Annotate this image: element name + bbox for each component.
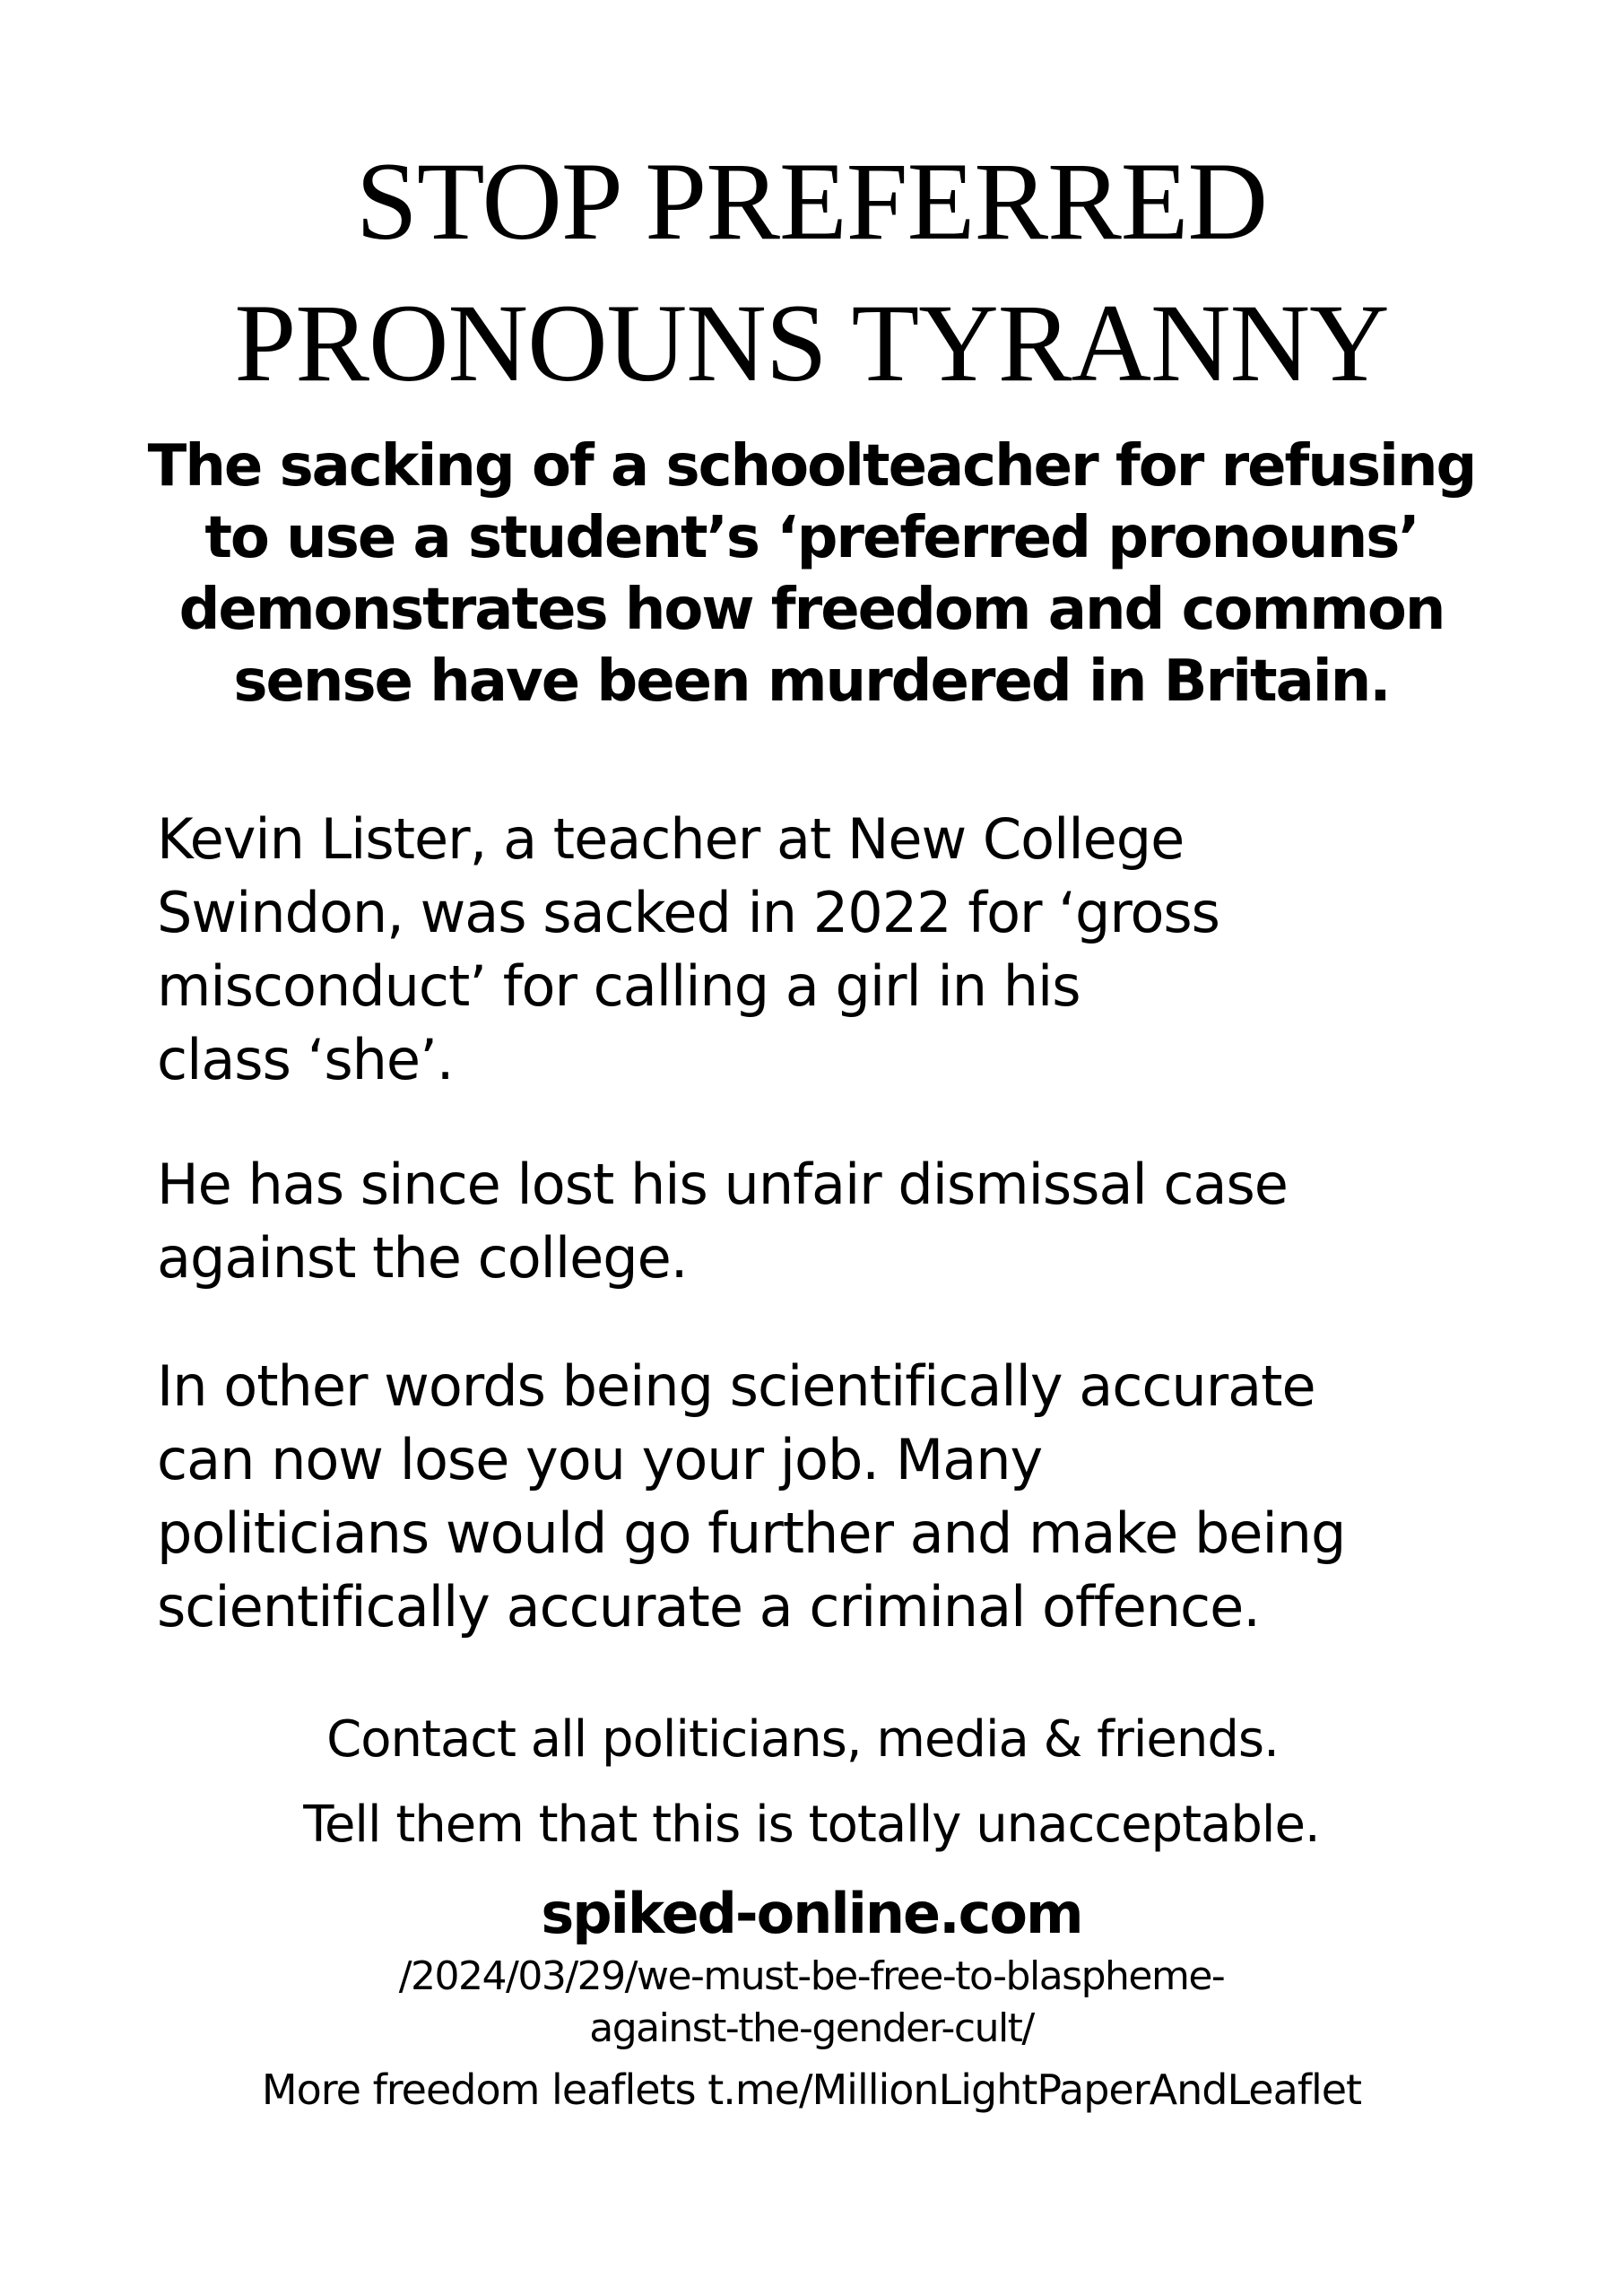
paragraph-line: scientifically accurate a criminal offence.	[157, 1574, 1260, 1639]
call-to-action-contact: Contact all politicians, media & friends.	[326, 1710, 1279, 1769]
call-to-action-tell: Tell them that this is totally unacceptable.	[303, 1796, 1320, 1854]
paragraph-scientific-accuracy	[157, 1350, 1556, 1644]
subheading-line: The sacking of a schoolteacher for refusing	[147, 433, 1476, 500]
paragraph-dismissal-case	[157, 1148, 1556, 1295]
paragraph-line: misconduct’ for calling a girl in his	[157, 953, 1081, 1019]
source-site-link[interactable]: spiked-online.com	[541, 1881, 1082, 1946]
paragraph-line: He has since lost his unfair dismissal case	[157, 1152, 1288, 1217]
paragraph-line: politicians would go further and make being	[157, 1500, 1346, 1566]
paragraph-line: class ‘she’.	[157, 1027, 454, 1092]
source-path-line: against-the-gender-cult/	[589, 2005, 1034, 2051]
paragraph-line: against the college.	[157, 1225, 688, 1291]
subheading-line: sense have been murdered in Britain.	[233, 648, 1390, 715]
headline-line-1: STOP PREFERRED	[355, 140, 1268, 263]
headline-line-2: PRONOUNS TYRANNY	[234, 282, 1389, 404]
subheading-line: demonstrates how freedom and common	[178, 577, 1445, 643]
footer-telegram-link[interactable]: More freedom leaflets t.me/MillionLightPaperAndLeaflet	[261, 2066, 1362, 2114]
paragraph-line: Swindon, was sacked in 2022 for ‘gross	[157, 880, 1219, 945]
source-path-line: /2024/03/29/we-must-be-free-to-blaspheme-	[398, 1953, 1225, 1999]
paragraph-kevin-lister	[157, 803, 1556, 1097]
source-path-link[interactable]	[0, 1951, 1623, 2055]
paragraph-line: can now lose you your job. Many	[157, 1427, 1043, 1492]
subheading-line: to use a student’s ‘preferred pronouns’	[204, 505, 1419, 571]
paragraph-line: Kevin Lister, a teacher at New College	[157, 806, 1185, 872]
paragraph-line: In other words being scientifically accurate	[157, 1353, 1315, 1419]
subheading	[108, 430, 1515, 718]
